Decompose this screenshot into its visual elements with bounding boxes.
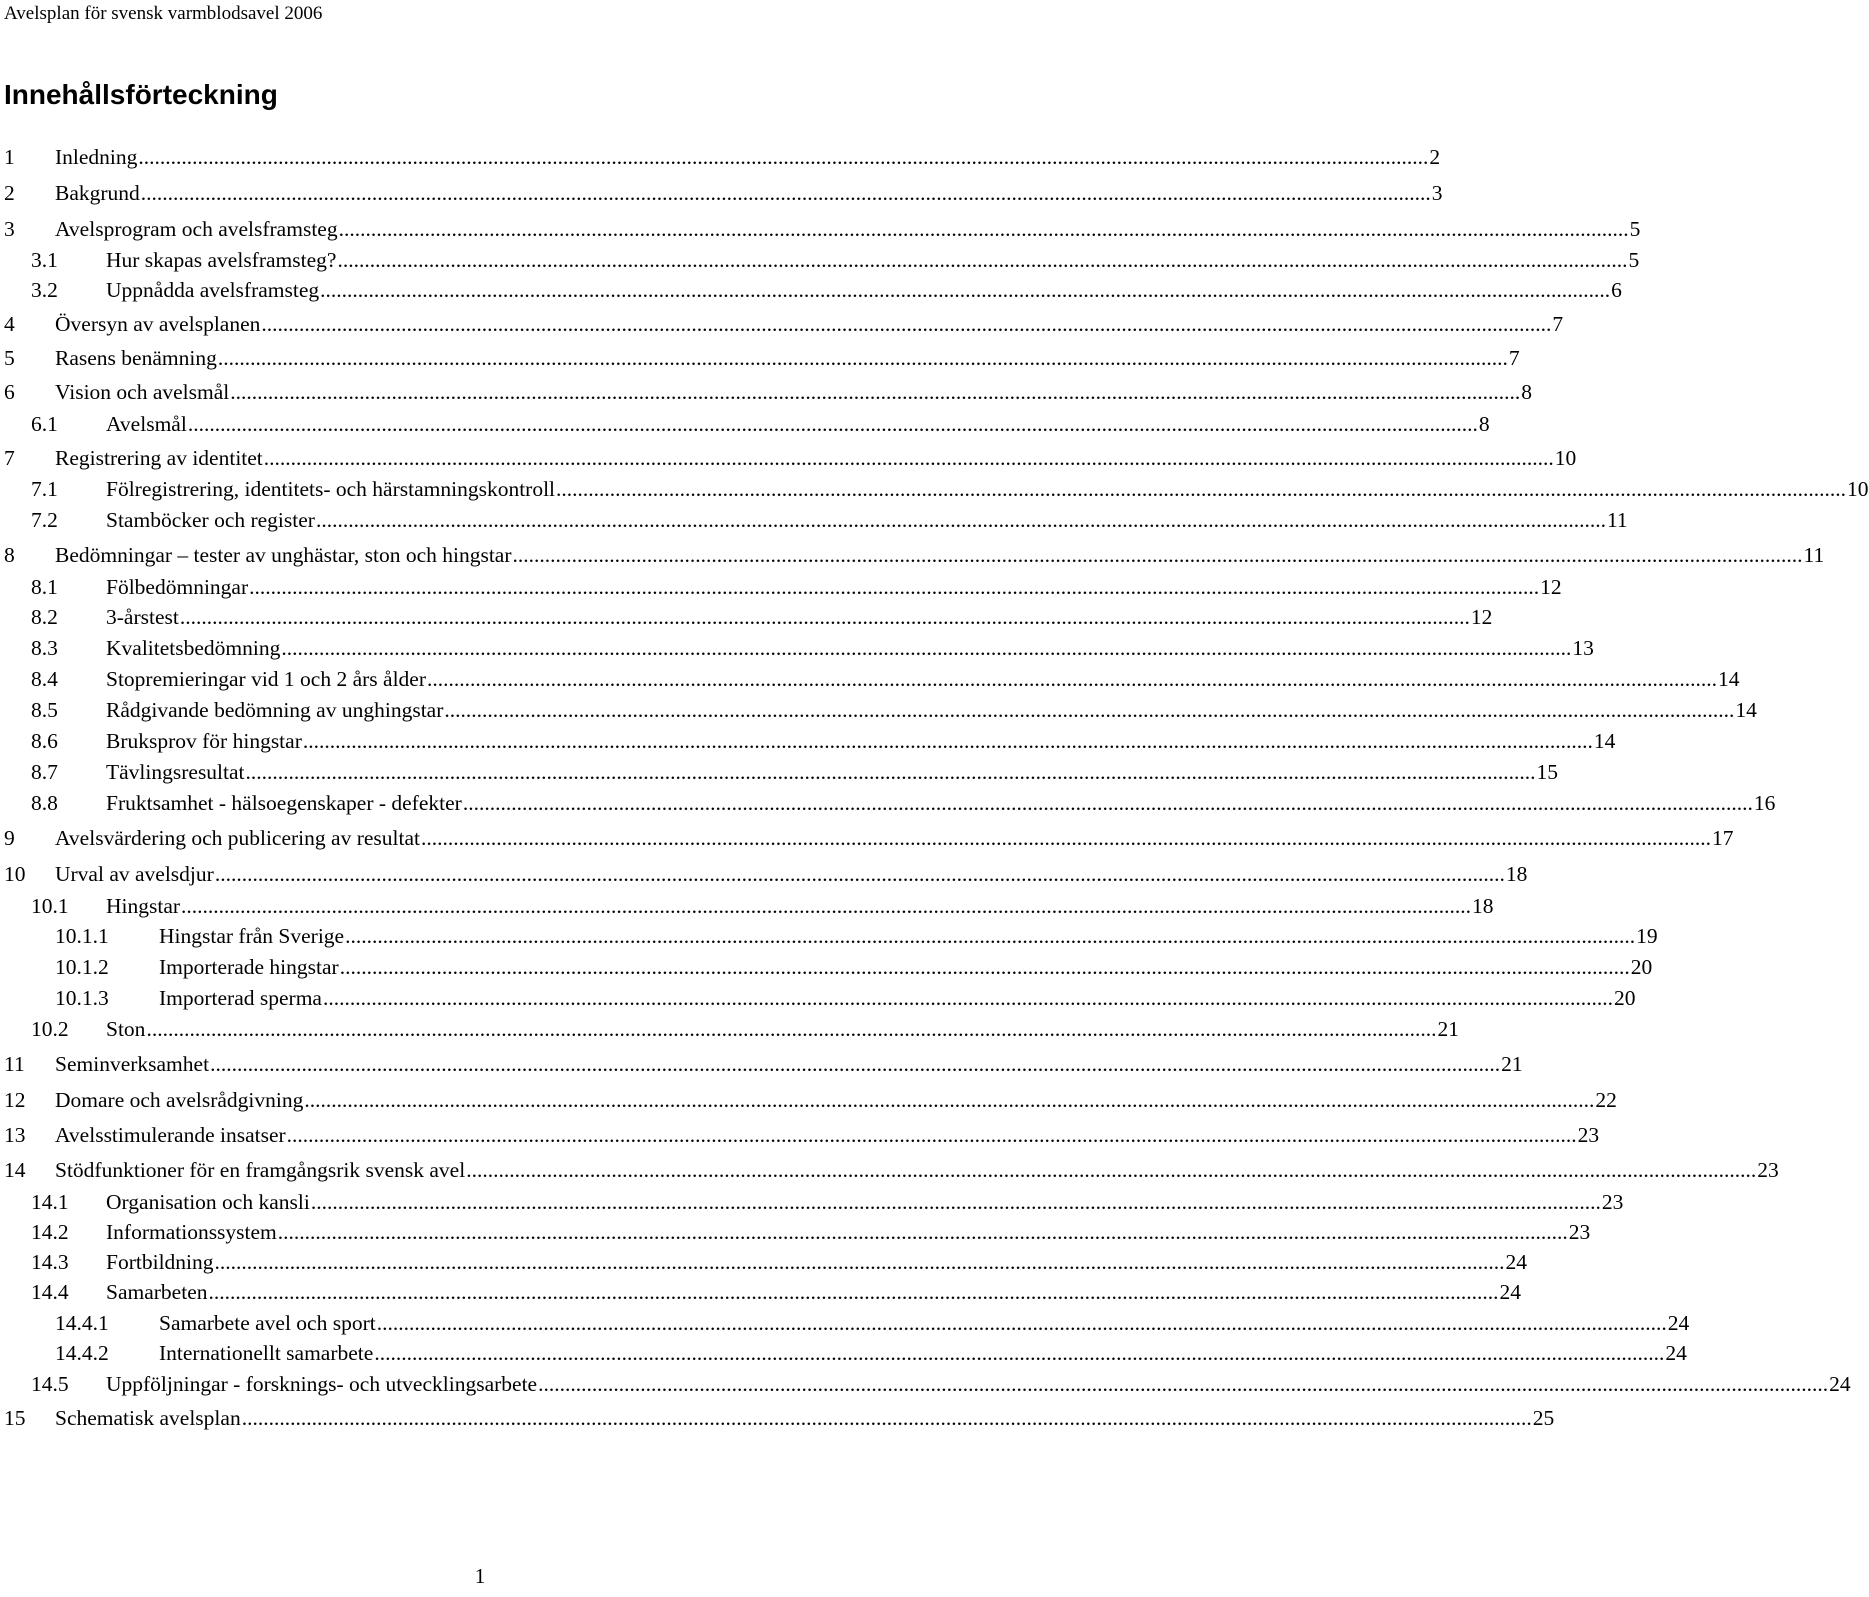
toc-entry [0, 726, 1616, 756]
toc-entry-link[interactable] [31, 1014, 1459, 1044]
toc-entry-number: 14.2 [31, 1220, 69, 1244]
dot-leader: ................................................................................................................................................................................................................................................ [241, 1406, 1532, 1430]
toc-entry-number: 7.2 [31, 508, 58, 532]
page-number: 1 [474, 1564, 486, 1588]
toc-entry-page: 5 [1628, 248, 1640, 272]
toc-entry-number: 8.4 [31, 667, 58, 691]
toc-entry-title: Stödfunktioner för en framgångsrik svensk avel [55, 1158, 466, 1182]
dot-leader: ................................................................................................................................................................................................................................................ [281, 636, 1572, 660]
dot-leader: ................................................................................................................................................................................................................................................ [214, 862, 1505, 886]
toc-entry-title: Bakgrund [55, 181, 140, 205]
toc-entry-title: Hingstar från Sverige [159, 924, 345, 948]
toc-entry-link[interactable] [55, 1338, 1687, 1368]
toc-entry-link[interactable] [4, 823, 1734, 853]
toc-entry-title: Inledning [55, 145, 138, 169]
toc-entry [0, 1155, 1779, 1185]
toc-entry-title: Importerad sperma [159, 986, 322, 1010]
dot-leader: ................................................................................................................................................................................................................................................ [315, 508, 1606, 532]
dot-leader: ................................................................................................................................................................................................................................................ [277, 1220, 1568, 1244]
toc-entry-page: 12 [1470, 605, 1493, 629]
toc-entry-title: Uppnådda avelsframsteg [106, 278, 320, 302]
dot-leader: ................................................................................................................................................................................................................................................ [538, 1372, 1829, 1396]
toc-entry-page: 8 [1521, 380, 1533, 404]
toc-entry-title: Internationellt samarbete [159, 1341, 374, 1365]
toc-entry-title: Stamböcker och register [106, 508, 315, 532]
toc-entry-number: 8.2 [31, 605, 58, 629]
toc-entry [0, 757, 1559, 787]
toc-entry-link[interactable] [31, 474, 1869, 504]
toc-entry-title: Stopremieringar vid 1 och 2 års ålder [106, 667, 427, 691]
toc-entry-page: 23 [1757, 1158, 1779, 1182]
toc-entry [0, 1187, 1624, 1217]
dot-leader: ................................................................................................................................................................................................................................................ [310, 1190, 1601, 1214]
toc-entry [0, 343, 1520, 373]
toc-entry-page: 15 [1536, 760, 1559, 784]
dot-leader: ................................................................................................................................................................................................................................................ [338, 217, 1629, 241]
toc-entry-number: 5 [4, 346, 15, 370]
toc-entry-title: Vision och avelsmål [55, 380, 230, 404]
toc-entry [0, 1403, 1555, 1433]
toc-entry-page: 11 [1803, 543, 1825, 567]
toc-entry-number: 8.6 [31, 729, 58, 753]
toc-entry-title: Fortbildning [106, 1250, 214, 1274]
dot-leader: ................................................................................................................................................................................................................................................ [444, 698, 1735, 722]
dot-leader: ................................................................................................................................................................................................................................................ [245, 760, 1536, 784]
toc-entry-page: 21 [1501, 1052, 1523, 1076]
toc-entry [0, 823, 1734, 853]
toc-entry-number: 9 [4, 826, 15, 850]
dot-leader: ................................................................................................................................................................................................................................................ [466, 1158, 1757, 1182]
toc-entry [0, 377, 1533, 407]
dot-leader: ................................................................................................................................................................................................................................................ [138, 145, 1429, 169]
toc-entry [0, 1369, 1851, 1399]
toc-entry-title: Hur skapas avelsframsteg? [106, 248, 337, 272]
toc-entry [0, 1308, 1690, 1338]
toc-entry-title: Bruksprov för hingstar [106, 729, 302, 753]
toc-entry [0, 1247, 1528, 1277]
toc-entry-number: 7 [4, 446, 15, 470]
toc-entry [0, 1217, 1591, 1247]
toc-entry-link[interactable] [31, 1187, 1624, 1217]
toc-entry-title: Rådgivande bedömning av unghingstar [106, 698, 444, 722]
dot-leader: ................................................................................................................................................................................................................................................ [208, 1280, 1499, 1304]
toc-entry-link[interactable] [31, 1247, 1528, 1277]
toc-entry [0, 1338, 1687, 1368]
toc-entry [0, 664, 1740, 694]
toc-entry-number: 3.1 [31, 248, 58, 272]
toc-entry-page: 13 [1572, 636, 1594, 660]
toc-entry-number: 3 [4, 217, 15, 241]
toc-entry-page: 24 [1665, 1341, 1687, 1365]
toc-entry-number: 14 [4, 1158, 26, 1182]
toc-entry-page: 16 [1753, 791, 1776, 815]
dot-leader: ................................................................................................................................................................................................................................................ [261, 312, 1552, 336]
toc-entry-number: 14.4.2 [55, 1341, 109, 1365]
toc-entry-number: 14.3 [31, 1250, 69, 1274]
dot-leader: ................................................................................................................................................................................................................................................ [179, 605, 1470, 629]
toc-entry-title: Avelsmål [106, 412, 187, 436]
toc-entry-title: Avelsvärdering och publicering av resultat [55, 826, 420, 850]
dot-leader: ................................................................................................................................................................................................................................................ [420, 826, 1711, 850]
toc-entry-number: 12 [4, 1088, 26, 1112]
toc-entry-number: 10.1 [31, 894, 69, 918]
running-header: Avelsplan för svensk varmblodsavel 2006 [4, 3, 323, 24]
dot-leader: ................................................................................................................................................................................................................................................ [337, 248, 1628, 272]
toc-entry-link[interactable] [31, 1369, 1851, 1399]
dot-leader: ................................................................................................................................................................................................................................................ [302, 729, 1593, 753]
toc-entry-number: 10.1.1 [55, 924, 109, 948]
toc-entry [0, 602, 1493, 632]
toc-entry-link[interactable] [31, 757, 1559, 787]
toc-entry-link[interactable] [4, 1120, 1600, 1150]
toc-entry-title: Samarbeten [106, 1280, 208, 1304]
toc-entry-number: 1 [4, 145, 15, 169]
toc-entry [0, 1014, 1459, 1044]
toc-entry-link[interactable] [4, 309, 1564, 339]
toc-entry-title: Fölregistrering, identitets- och härstamningskontroll [106, 477, 556, 501]
toc-entry-title: Tävlingsresultat [106, 760, 245, 784]
dot-leader: ................................................................................................................................................................................................................................................ [556, 477, 1847, 501]
toc-entry-title: Samarbete avel och sport [159, 1311, 376, 1335]
toc-entry-link[interactable] [31, 633, 1594, 663]
toc-entry-title: Fruktsamhet - hälsoegenskaper - defekter [106, 791, 462, 815]
dot-leader: ................................................................................................................................................................................................................................................ [512, 543, 1803, 567]
toc-entry [0, 1277, 1521, 1307]
dot-leader: ................................................................................................................................................................................................................................................ [374, 1341, 1665, 1365]
toc-entry-number: 15 [4, 1406, 26, 1430]
toc-entry-page: 22 [1595, 1088, 1617, 1112]
dot-leader: ................................................................................................................................................................................................................................................ [140, 181, 1431, 205]
toc-entry-link[interactable] [55, 983, 1636, 1013]
toc-entry-number: 14.4.1 [55, 1311, 109, 1335]
toc-entry-link[interactable] [31, 1217, 1591, 1247]
toc-entry-number: 14.4 [31, 1280, 69, 1304]
toc-entry-link[interactable] [31, 726, 1616, 756]
toc-entry-number: 6.1 [31, 412, 58, 436]
toc-entry-title: Informationssystem [106, 1220, 277, 1244]
toc-entry-link[interactable] [4, 1049, 1523, 1079]
toc-heading: Innehållsförteckning [4, 79, 278, 110]
toc-entry-number: 7.1 [31, 477, 58, 501]
toc-entry [0, 540, 1825, 570]
dot-leader: ................................................................................................................................................................................................................................................ [181, 894, 1472, 918]
toc-entry-link[interactable] [31, 409, 1490, 439]
toc-entry-page: 14 [1593, 729, 1616, 753]
dot-leader: ................................................................................................................................................................................................................................................ [345, 924, 1636, 948]
toc-entry [0, 983, 1636, 1013]
toc-entry-link[interactable] [4, 443, 1577, 473]
dot-leader: ................................................................................................................................................................................................................................................ [376, 1311, 1667, 1335]
toc-entry-link[interactable] [31, 572, 1562, 602]
toc-entry [0, 921, 1658, 951]
toc-entry-link[interactable] [31, 505, 1628, 535]
toc-entry-link[interactable] [4, 214, 1641, 244]
toc-entry-link[interactable] [55, 1308, 1690, 1338]
toc-entry-number: 8.8 [31, 791, 58, 815]
toc-entry-title: Domare och avelsrådgivning [55, 1088, 304, 1112]
toc-entry-number: 10 [4, 862, 26, 886]
toc-entry-link[interactable] [31, 788, 1776, 818]
toc-entry [0, 409, 1490, 439]
toc-entry-title: Organisation och kansli [106, 1190, 310, 1214]
dot-leader: ................................................................................................................................................................................................................................................ [263, 446, 1554, 470]
toc-entry-page: 19 [1636, 924, 1658, 948]
dot-leader: ................................................................................................................................................................................................................................................ [427, 667, 1718, 691]
dot-leader: ................................................................................................................................................................................................................................................ [249, 575, 1540, 599]
toc-entry-link[interactable] [31, 664, 1740, 694]
dot-leader: ................................................................................................................................................................................................................................................ [339, 955, 1630, 979]
toc-entry [0, 572, 1562, 602]
toc-entry-title: Seminverksamhet [55, 1052, 210, 1076]
toc-entry [0, 788, 1776, 818]
toc-entry-number: 10.1.2 [55, 955, 109, 979]
dot-leader: ................................................................................................................................................................................................................................................ [230, 380, 1521, 404]
dot-leader: ................................................................................................................................................................................................................................................ [320, 278, 1611, 302]
toc-entry-title: Fölbedömningar [106, 575, 249, 599]
toc-entry [0, 245, 1640, 275]
toc-entry-number: 8.5 [31, 698, 58, 722]
toc-entry-page: 10 [1554, 446, 1577, 470]
dot-leader: ................................................................................................................................................................................................................................................ [286, 1123, 1577, 1147]
toc-entry-page: 14 [1718, 667, 1740, 691]
toc-entry-link[interactable] [4, 1085, 1617, 1115]
toc-entry [0, 1120, 1600, 1150]
toc-entry-page: 23 [1601, 1190, 1624, 1214]
toc-entry-title: Urval av avelsdjur [55, 862, 214, 886]
toc-entry-number: 8 [4, 543, 15, 567]
toc-entry-title: Avelsprogram och avelsframsteg [55, 217, 338, 241]
toc-entry [0, 952, 1653, 982]
toc-entry-page: 6 [1611, 278, 1622, 302]
toc-entry-page: 10 [1847, 477, 1869, 501]
toc-entry-page: 23 [1568, 1220, 1591, 1244]
dot-leader: ................................................................................................................................................................................................................................................ [217, 346, 1508, 370]
toc-entry [0, 891, 1494, 921]
toc-entry-title: Ston [106, 1017, 146, 1041]
toc-entry-number: 3.2 [31, 278, 58, 302]
toc-entry-page: 17 [1711, 826, 1734, 850]
toc-entry-number: 13 [4, 1123, 26, 1147]
toc-entry-link[interactable] [55, 952, 1653, 982]
toc-entry [0, 275, 1622, 305]
toc-entry-page: 25 [1532, 1406, 1555, 1430]
toc-entry-number: 10.2 [31, 1017, 69, 1041]
dot-leader: ................................................................................................................................................................................................................................................ [304, 1088, 1595, 1112]
toc-entry [0, 142, 1441, 172]
dot-leader: ................................................................................................................................................................................................................................................ [322, 986, 1613, 1010]
toc-entry [0, 443, 1577, 473]
toc-entry-link[interactable] [31, 891, 1494, 921]
toc-entry-title: Avelsstimulerande insatser [55, 1123, 286, 1147]
toc-entry [0, 859, 1528, 889]
toc-entry-link[interactable] [4, 343, 1520, 373]
toc-entry [0, 309, 1564, 339]
toc-entry [0, 695, 1757, 725]
toc-entry-number: 2 [4, 181, 15, 205]
toc-entry-page: 21 [1437, 1017, 1459, 1041]
toc-entry-link[interactable] [4, 178, 1443, 208]
toc-entry-page: 5 [1629, 217, 1641, 241]
toc-entry-page: 24 [1499, 1280, 1521, 1304]
toc-entry-page: 2 [1429, 145, 1441, 169]
toc-entry-page: 11 [1606, 508, 1628, 532]
toc-entry-title: Uppföljningar - forsknings- och utvecklingsarbete [106, 1372, 538, 1396]
toc-entry-page: 18 [1505, 862, 1528, 886]
toc-entry [0, 505, 1628, 535]
toc-entry-title: 3-årstest [106, 605, 179, 629]
toc-entry-page: 12 [1540, 575, 1562, 599]
toc-entry-title: Schematisk avelsplan [55, 1406, 241, 1430]
toc-entry-title: Rasens benämning [55, 346, 217, 370]
toc-entry-link[interactable] [31, 695, 1757, 725]
dot-leader: ................................................................................................................................................................................................................................................ [210, 1052, 1501, 1076]
toc-entry-number: 8.7 [31, 760, 58, 784]
toc-entry-page: 14 [1735, 698, 1757, 722]
toc-entry-number: 14.1 [31, 1190, 69, 1214]
toc-entry-number: 4 [4, 312, 15, 336]
toc-entry-link[interactable] [4, 142, 1441, 172]
toc-entry [0, 1085, 1617, 1115]
toc-entry-title: Översyn av avelsplanen [55, 312, 261, 336]
toc-entry-page: 18 [1472, 894, 1494, 918]
toc-entry-link[interactable] [55, 921, 1658, 951]
toc-entry-page: 8 [1478, 412, 1490, 436]
toc-entry-link[interactable] [4, 377, 1533, 407]
toc-entry-link[interactable] [31, 602, 1493, 632]
toc-entry [0, 474, 1869, 504]
toc-entry-number: 6 [4, 380, 15, 404]
toc-entry [0, 178, 1443, 208]
toc-entry-page: 24 [1667, 1311, 1690, 1335]
dot-leader: ................................................................................................................................................................................................................................................ [462, 791, 1753, 815]
toc-entry-title: Bedömningar – tester av unghästar, ston och hingstar [55, 543, 512, 567]
toc-entry-page: 23 [1577, 1123, 1600, 1147]
toc-entry [0, 633, 1594, 663]
toc-entry-page: 3 [1431, 181, 1443, 205]
toc-entry-link[interactable] [31, 1277, 1521, 1307]
toc-entry-link[interactable] [31, 245, 1640, 275]
toc-entry-page: 24 [1829, 1372, 1851, 1396]
toc-entry-link[interactable] [4, 1155, 1779, 1185]
toc-entry-page: 20 [1630, 955, 1653, 979]
toc-entry-link[interactable] [31, 275, 1622, 305]
toc-entry-number: 10.1.3 [55, 986, 109, 1010]
toc-entry-page: 7 [1552, 312, 1564, 336]
toc-entry-page: 20 [1613, 986, 1636, 1010]
toc-entry [0, 214, 1641, 244]
toc-entry-number: 14.5 [31, 1372, 69, 1396]
toc-entry-number: 8.1 [31, 575, 58, 599]
toc-entry-title: Registrering av identitet [55, 446, 263, 470]
toc-entry-title: Hingstar [106, 894, 181, 918]
toc-entry [0, 1049, 1523, 1079]
toc-entry-link[interactable] [4, 540, 1825, 570]
toc-entry-title: Importerade hingstar [159, 955, 339, 979]
dot-leader: ................................................................................................................................................................................................................................................ [214, 1250, 1505, 1274]
toc-entry-page: 7 [1508, 346, 1520, 370]
dot-leader: ................................................................................................................................................................................................................................................ [187, 412, 1478, 436]
toc-entry-number: 11 [4, 1052, 25, 1076]
dot-leader: ................................................................................................................................................................................................................................................ [146, 1017, 1437, 1041]
toc-entry-link[interactable] [4, 859, 1528, 889]
toc-entry-title: Kvalitetsbedömning [106, 636, 281, 660]
toc-entry-link[interactable] [4, 1403, 1555, 1433]
toc-entry-page: 24 [1505, 1250, 1528, 1274]
toc-entry-number: 8.3 [31, 636, 58, 660]
